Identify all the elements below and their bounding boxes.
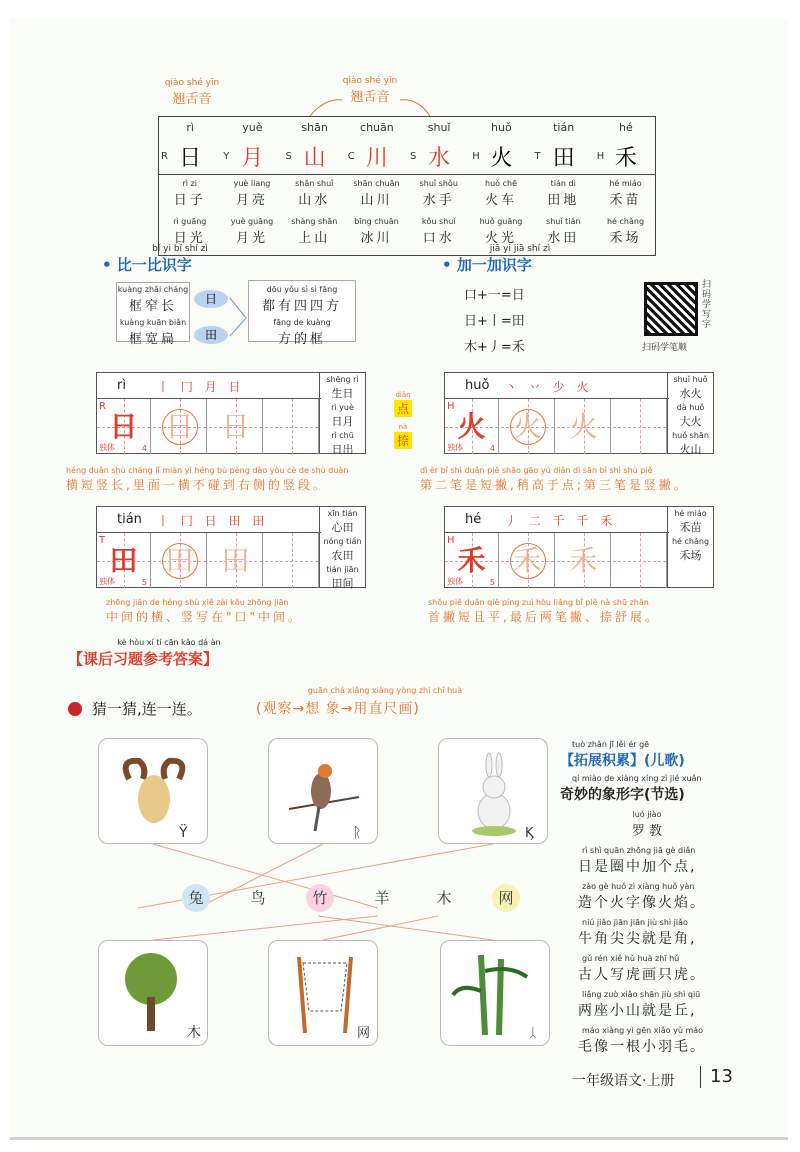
compare-words-box <box>116 282 190 347</box>
poem-line: 牛角尖尖就是角, <box>578 931 697 947</box>
poem-line-pinyin: máo xiàng yì gēn xiǎo yǔ máo <box>582 1026 704 1035</box>
char-capital: H <box>596 151 605 162</box>
grid-cell <box>265 399 319 454</box>
svg-text:ᛸ: ᛸ <box>529 1026 537 1041</box>
word-pinyin: hé miáo <box>609 179 642 188</box>
word-pinyin: huǒ chē <box>485 179 517 188</box>
side-word: 农田 <box>331 549 354 562</box>
side-word: 水火 <box>679 387 702 400</box>
cell-num: 5 <box>489 578 495 587</box>
qiao-note-2-pinyin: qiào shé yīn <box>342 76 398 86</box>
grid-cell <box>557 533 611 588</box>
side-pinyin: tián jiān <box>326 565 359 574</box>
side-word: 生日 <box>331 387 354 400</box>
word-pinyin: yuè liang <box>233 179 271 188</box>
add-line-2: 日+丨=田 <box>464 314 525 329</box>
word: 上山 <box>298 231 331 246</box>
word: 水手 <box>422 193 455 208</box>
answers-title: 【课后习题参考答案】 <box>68 650 219 668</box>
add-title: • 加一加识字 <box>442 256 532 274</box>
grid-line-v <box>292 399 293 454</box>
side-word: 心田 <box>331 521 354 534</box>
cell-capital: R <box>99 401 106 412</box>
note-huo-pinyin: dì èr bǐ shì duǎn piě shāo gāo yú diǎn dì sān bǐ shì shù piě <box>420 466 653 475</box>
word-cell <box>284 217 346 246</box>
bullet-icon <box>68 702 82 716</box>
char-glyph: 田 <box>552 146 575 171</box>
char-glyph: 火 <box>490 146 513 171</box>
word: 水田 <box>547 231 580 246</box>
note-huo: 第二笔是短撇,稍高于点;第三笔是竖撇。 <box>420 478 689 492</box>
qr-side-label: 扫码学写字 <box>702 280 712 330</box>
side-pinyin: xīn tián <box>327 509 358 518</box>
hint-pinyin: guān chá xiǎng xiàng yòng zhí chǐ huà <box>307 686 463 695</box>
note-ri: 横短竖长,里面一横不碰到右侧的竖段。 <box>66 478 328 492</box>
r2-pinyin: fāng de kuàng <box>273 318 331 327</box>
char-glyph: 日 <box>179 146 202 171</box>
word-cell <box>533 179 595 208</box>
poem-line: 古人写虎画只虎。 <box>578 967 706 983</box>
cell-char-model: 日 <box>109 410 138 443</box>
writing-box-huo <box>444 372 714 454</box>
word-pinyin: kǒu shuǐ <box>421 217 456 226</box>
qiao-note-1-pinyin: qiào shé yīn <box>164 78 220 88</box>
cell-num: 4 <box>489 444 495 453</box>
word-cell <box>346 179 408 208</box>
word: 禾苗 <box>609 193 642 208</box>
cell-tag: 独体 <box>447 443 463 452</box>
w2-pinyin: kuàng kuān biǎn <box>119 318 187 327</box>
tree-icon <box>99 941 209 1047</box>
grid-line-v <box>640 399 641 454</box>
poem-title-pinyin: qí miào de xiàng xíng zì jié xuǎn <box>572 774 702 783</box>
compare-title: • 比一比识字 <box>102 256 192 274</box>
box-header <box>97 507 321 533</box>
cell-num: 5 <box>141 578 147 587</box>
box-strokes: 丿 二 千 千 禾 <box>505 514 617 528</box>
side-word: 日月 <box>331 415 354 428</box>
note-tian: 中间的横、竖写在"口"中间。 <box>106 610 304 624</box>
poem-line-pinyin: niú jiǎo jiān jiān jiù shì jiǎo <box>582 918 688 927</box>
goat-icon <box>99 739 209 845</box>
word: 日子 <box>173 193 206 208</box>
picture-tree[interactable] <box>98 940 208 1046</box>
poem-line: 毛像一根小羽毛。 <box>578 1039 706 1055</box>
char-capital: S <box>285 151 292 162</box>
svg-text:木: 木 <box>187 1025 201 1041</box>
writing-box-ri <box>96 372 366 454</box>
poem-line-pinyin: liǎng zuò xiǎo shān jiù shì qiū <box>582 990 701 999</box>
poem-head-pinyin: tuò zhǎn jī lěi ér gē <box>572 740 650 749</box>
box-strokes: 丨 冂 月 日 <box>157 380 245 394</box>
qiao-note-2: 翘舌音 <box>350 90 390 105</box>
picture-rabbit[interactable] <box>438 738 548 844</box>
char-glyph: 山 <box>303 146 326 171</box>
grid-line-v <box>292 533 293 588</box>
poem-head: 【拓展积累】(儿歌) <box>560 753 685 769</box>
word: 火车 <box>484 193 517 208</box>
svg-text:ᚱ: ᚱ <box>353 825 362 841</box>
grid-line-v <box>640 533 641 588</box>
add-title-pinyin: jiā yi jiā shí zì <box>489 244 551 254</box>
cell-tag: 独体 <box>99 577 115 586</box>
compare-char-tian: 田 <box>194 326 228 344</box>
poem-line: 日是圈中加个点, <box>578 859 697 875</box>
box-side-words <box>319 373 365 456</box>
textbook-page <box>10 18 788 1140</box>
char-capital: T <box>534 151 541 162</box>
picture-goat[interactable] <box>98 738 208 844</box>
word-cell <box>221 179 283 208</box>
compare-char-ri: 日 <box>194 290 228 308</box>
cell-capital: H <box>447 401 455 412</box>
cell-char-trace: 火 <box>513 410 542 443</box>
character-row <box>159 117 655 175</box>
cell-tag: 独体 <box>447 577 463 586</box>
cell-char-trace: 田 <box>165 544 194 577</box>
box-pinyin: hé <box>465 512 482 527</box>
word-cell <box>408 179 470 208</box>
box-pinyin: rì <box>117 378 126 393</box>
word-pinyin: tián dì <box>550 179 576 188</box>
char-cell <box>533 117 595 174</box>
w1: 框窄长 <box>128 299 177 314</box>
poem-author-pinyin: luó jiào <box>632 810 662 819</box>
picture-net[interactable] <box>268 940 378 1046</box>
match-char: 兔 <box>182 884 210 912</box>
char-cell <box>159 117 221 174</box>
match-char: 木 <box>436 889 452 907</box>
word-cell <box>470 217 532 246</box>
char-capital: R <box>161 151 168 162</box>
note-ri-pinyin: héng duǎn shù cháng lǐ miàn yì héng bù pèng dào yòu cè de shù duàn <box>66 466 349 475</box>
word: 禾场 <box>609 231 642 246</box>
box-header <box>445 507 669 533</box>
word-cell <box>346 217 408 246</box>
word-cell <box>470 179 532 208</box>
char-capital: S <box>410 151 417 162</box>
cell-num: 4 <box>141 444 147 453</box>
qr-code[interactable] <box>644 282 698 336</box>
picture-bamboo[interactable] <box>440 940 550 1046</box>
match-char: 竹 <box>306 884 334 912</box>
box-strokes: 丨 冂 日 田 田 <box>157 514 269 528</box>
word: 口水 <box>422 231 455 246</box>
note-tian-pinyin: zhōng jiān de héng shù xiě zài kǒu zhōng jiān <box>106 598 289 607</box>
svg-text:网: 网 <box>357 1026 371 1041</box>
char-capital: C <box>347 151 355 162</box>
word-pinyin: shuǐ shǒu <box>419 179 458 188</box>
grid-cell <box>501 533 555 588</box>
grid-cell <box>613 533 667 588</box>
char-capital: Y <box>223 151 230 162</box>
cell-char-model: 禾 <box>457 544 486 577</box>
cell-char-model: 田 <box>109 544 138 577</box>
word: 日光 <box>173 231 206 246</box>
word: 山川 <box>360 193 393 208</box>
match-char: 网 <box>492 884 520 912</box>
word: 田地 <box>547 193 580 208</box>
grid-cell <box>153 399 207 454</box>
compare-bracket <box>228 290 248 346</box>
cell-char-trace: 日 <box>221 410 250 443</box>
match-char: 鸟 <box>250 889 266 907</box>
char-pinyin: huǒ <box>491 121 512 134</box>
side-pinyin: hé chǎng <box>671 537 710 546</box>
net-icon <box>269 941 379 1047</box>
cell-char-model: 火 <box>457 410 486 443</box>
word-cell <box>595 217 657 246</box>
box-side-words <box>667 373 713 456</box>
dian-label: diǎn 点 <box>395 391 411 416</box>
cell-capital: H <box>447 535 455 546</box>
word-cell <box>533 217 595 246</box>
grid-cell <box>209 399 263 454</box>
word-pinyin: shān shuǐ <box>295 179 334 188</box>
char-pinyin: yuè <box>242 121 263 134</box>
grid-cell <box>209 533 263 588</box>
word-cell <box>408 217 470 246</box>
grid-cell <box>613 399 667 454</box>
poem-line-pinyin: rì shì quān zhōng jiā gè diǎn <box>582 846 696 855</box>
bird-icon <box>269 739 379 845</box>
na-label: nà 捺 <box>394 422 412 449</box>
side-pinyin: nóng tián <box>323 537 362 546</box>
word-pinyin: yuè guāng <box>230 217 274 226</box>
add-line-3: 木+丿=禾 <box>464 340 525 355</box>
char-cell <box>595 117 657 174</box>
match-char: 羊 <box>374 889 390 907</box>
answers-title-pinyin: kè hòu xí tí cān kǎo dá àn <box>117 638 221 647</box>
side-word: 禾苗 <box>679 521 702 534</box>
char-cell <box>470 117 532 174</box>
char-cell <box>221 117 283 174</box>
char-pinyin: rì <box>186 121 194 134</box>
box-header <box>445 373 669 399</box>
writing-box-tian <box>96 506 366 588</box>
word-cell <box>159 217 221 246</box>
word-cell <box>284 179 346 208</box>
note-he-pinyin: shǒu piě duǎn qiě píng zuì hòu liǎng bǐ piě nà shū zhǎn <box>428 598 649 607</box>
character-table <box>158 116 656 256</box>
grid-cell <box>97 533 151 588</box>
side-word: 田间 <box>331 577 354 590</box>
word-pinyin: huǒ guāng <box>479 217 523 226</box>
poem-line: 两座小山就是丘, <box>578 1003 697 1019</box>
r2: 方的框 <box>277 332 326 347</box>
char-glyph: 月 <box>241 146 264 171</box>
r1-pinyin: dōu yǒu sì sì fāng <box>266 285 338 294</box>
char-glyph: 川 <box>365 146 388 171</box>
word-cell <box>159 179 221 208</box>
poem-line-pinyin: zào gè huǒ zì xiàng huǒ yàn <box>582 882 695 891</box>
cell-char-trace: 田 <box>221 544 250 577</box>
picture-bird[interactable] <box>268 738 378 844</box>
grid-cell <box>501 399 555 454</box>
side-pinyin: hé miáo <box>674 509 707 518</box>
writing-box-he <box>444 506 714 588</box>
note-he: 首撇短且平,最后两笔撇、捺舒展。 <box>428 610 660 624</box>
rabbit-icon <box>439 739 549 845</box>
char-glyph: 水 <box>428 146 451 171</box>
char-pinyin: chuān <box>360 121 394 134</box>
word-pinyin: bīng chuān <box>354 217 399 226</box>
box-pinyin: tián <box>117 512 142 527</box>
cell-char-trace: 火 <box>569 410 598 443</box>
cell-capital: T <box>99 535 106 546</box>
char-cell <box>284 117 346 174</box>
word: 冰川 <box>360 231 393 246</box>
footer-divider <box>700 1066 701 1088</box>
word-pinyin: rì guāng <box>173 217 207 226</box>
cell-char-trace: 日 <box>165 410 194 443</box>
grid-cell <box>97 399 151 454</box>
grid-cell <box>445 533 499 588</box>
w1-pinyin: kuàng zhǎi cháng <box>117 285 189 294</box>
side-pinyin: huǒ shān <box>672 431 709 440</box>
word: 月亮 <box>235 193 268 208</box>
compare-rule-box <box>248 280 356 347</box>
word-cell <box>221 217 283 246</box>
word: 山水 <box>298 193 331 208</box>
box-pinyin: huǒ <box>465 378 490 393</box>
side-pinyin: shuǐ huǒ <box>673 375 708 384</box>
char-pinyin: hé <box>619 121 633 134</box>
word-pinyin: shān chuān <box>353 179 400 188</box>
char-glyph: 禾 <box>614 146 637 171</box>
grid-cell <box>265 533 319 588</box>
side-pinyin: rì chū <box>331 431 354 440</box>
cell-tag: 独体 <box>99 443 115 452</box>
word-cell <box>595 179 657 208</box>
word-pinyin: rì zi <box>182 179 197 188</box>
side-word: 禾场 <box>679 549 702 562</box>
r1: 都有四四方 <box>261 299 342 314</box>
word: 火光 <box>484 231 517 246</box>
char-pinyin: shān <box>301 121 328 134</box>
w2: 框宽扁 <box>128 332 177 347</box>
box-side-words <box>667 507 713 587</box>
footer-book: 一年级语文·上册 <box>572 1073 675 1089</box>
box-side-words <box>319 507 365 590</box>
qiao-arrows <box>300 88 440 118</box>
word-pinyin: shàng shān <box>291 217 338 226</box>
char-pinyin: tián <box>553 121 575 134</box>
cell-char-trace: 禾 <box>569 544 598 577</box>
box-strokes: 丶 丷 少 火 <box>505 380 593 394</box>
side-pinyin: shēng rì <box>326 375 359 384</box>
grid-cell <box>445 399 499 454</box>
qr-label: 扫码学笔顺 <box>642 343 688 353</box>
task-label: 猜一猜,连一连。 <box>92 700 202 718</box>
side-pinyin: dà huǒ <box>676 403 705 412</box>
cell-char-trace: 禾 <box>513 544 542 577</box>
svg-text:Ϗ: Ϗ <box>525 826 534 841</box>
page-number: 13 <box>710 1066 733 1087</box>
hint: (观察→想 象→用直尺画) <box>256 701 420 717</box>
char-capital: H <box>472 151 480 162</box>
grid-cell <box>557 399 611 454</box>
grid-cell <box>153 533 207 588</box>
char-cell <box>346 117 408 174</box>
svg-text:Ÿ: Ÿ <box>179 825 188 841</box>
side-word: 大火 <box>679 415 702 428</box>
side-word: 火山 <box>679 443 702 456</box>
side-word: 日出 <box>331 443 354 456</box>
add-line-1: 口+一=日 <box>464 288 525 303</box>
poem-line: 造个火字像火焰。 <box>578 895 706 911</box>
word-pinyin: shuǐ tián <box>546 217 581 226</box>
poem-title: 奇妙的象形字(节选) <box>560 787 685 803</box>
box-header <box>97 373 321 399</box>
char-cell <box>408 117 470 174</box>
qiao-note-1: 翘舌音 <box>172 92 212 107</box>
char-pinyin: shuǐ <box>427 121 451 134</box>
poem-line-pinyin: gǔ rén xiě hǔ huà zhī hǔ <box>582 954 680 963</box>
poem-author: 罗 教 <box>631 824 663 839</box>
word: 月光 <box>235 231 268 246</box>
word-pinyin: hé chǎng <box>606 217 645 226</box>
side-pinyin: rì yuè <box>331 403 354 412</box>
bamboo-icon <box>441 941 551 1047</box>
compare-title-pinyin: bǐ yi bǐ shí zì <box>152 244 208 254</box>
